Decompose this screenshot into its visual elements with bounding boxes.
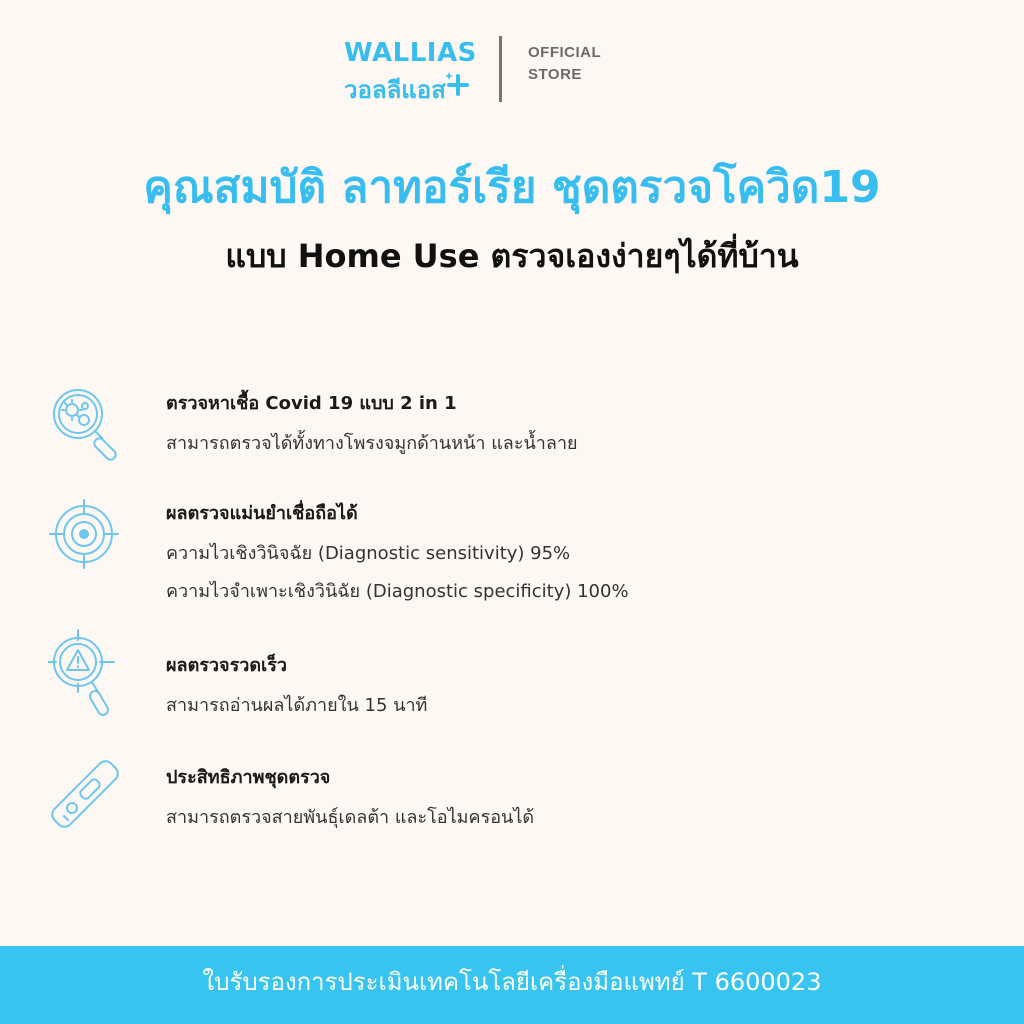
page-title: คุณสมบัติ ลาทอร์เรีย ชุดตรวจโควิด19: [143, 162, 881, 213]
plus-icon: [445, 70, 471, 96]
certification-banner: [0, 946, 1024, 1024]
feature-title: ประสิทธิภาพชุดตรวจ: [166, 767, 331, 788]
official-label: OFFICIAL: [528, 44, 602, 61]
feature-description: ความไวจำเพาะเชิงวินิฉัย (Diagnostic specificity) 100%: [166, 581, 629, 602]
feature-description: ความไวเชิงวินิจฉัย (Diagnostic sensitivity) 95%: [166, 543, 571, 564]
brand-name-th: วอลลีแอส: [344, 76, 446, 104]
feature-title: ผลตรวจรวดเร็ว: [166, 655, 287, 676]
certification-text: ใบรับรองการประเมินเทคโนโลยีเครื่องมือแพทย์ T 6600023: [202, 968, 822, 996]
brand-header: [0, 36, 1024, 108]
store-label: STORE: [528, 66, 582, 83]
feature-description: สามารถตรวจได้ทั้งทางโพรงจมูกด้านหน้า และน้ำลาย: [166, 433, 578, 454]
virus-magnifier-icon: [48, 388, 124, 464]
test-kit-icon: [48, 756, 124, 832]
logo-divider: [499, 36, 502, 102]
page-subtitle: แบบ Home Use ตรวจเองง่ายๆได้ที่บ้าน: [225, 237, 799, 275]
feature-title: ตรวจหาเชื้อ Covid 19 แบบ 2 in 1: [166, 393, 457, 414]
feature-description: สามารถอ่านผลได้ภายใน 15 นาที: [166, 695, 428, 716]
feature-title: ผลตรวจแม่นยำเชื่อถือได้: [166, 503, 358, 524]
target-icon: [48, 498, 124, 574]
brand-name-en: WALLIAS: [344, 38, 477, 68]
alert-target-magnifier-icon: [48, 626, 124, 722]
feature-description: สามารถตรวจสายพันธุ์เดลต้า และโอไมครอนได้: [166, 807, 535, 828]
